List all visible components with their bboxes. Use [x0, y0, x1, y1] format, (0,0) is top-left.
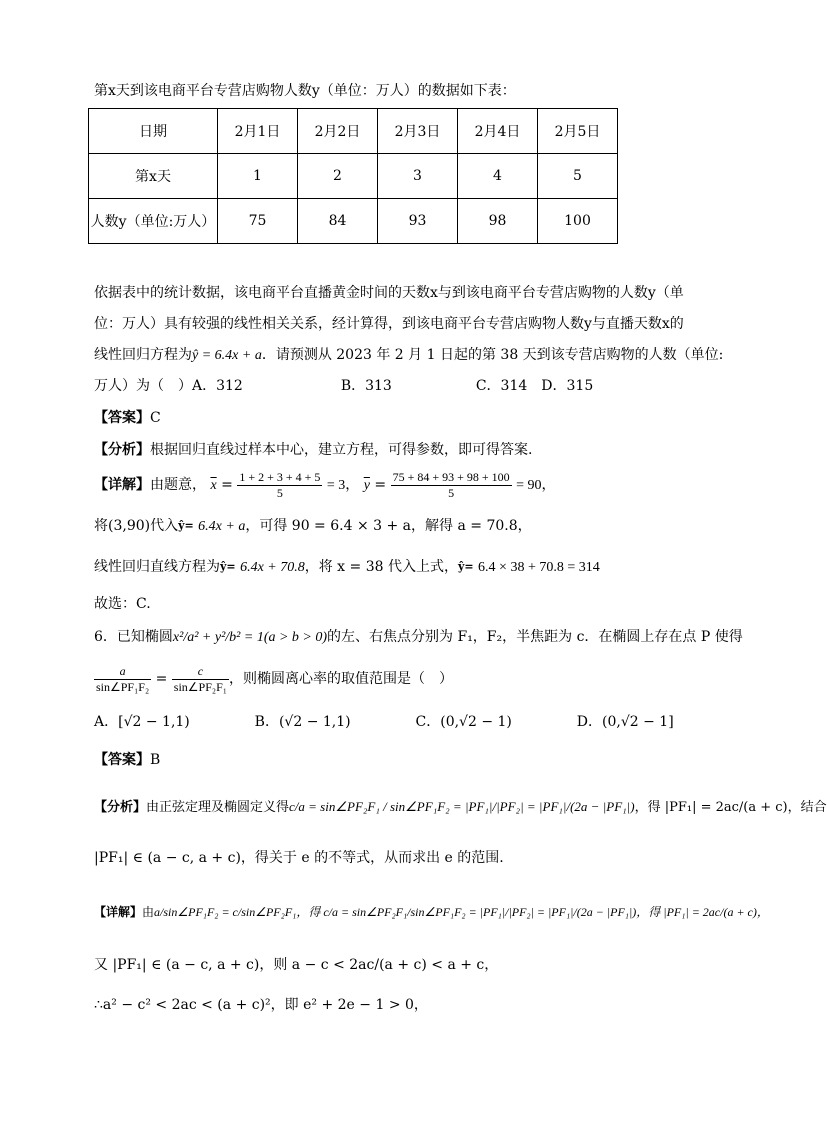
- q5-paragraph-line-3: 线性回归方程为ŷ = 6.4x + a．请预测从 2023 年 2 月 1 日起的第 38 天到该专营店购物的人数（单位:: [94, 347, 724, 363]
- q6-options-line: [94, 712, 674, 732]
- q6-detail-line-2: 又 |PF₁| ∈ (a − c, a + c)，则 a − c < 2ac/(a + c) < a + c，: [94, 957, 499, 973]
- q5-detail-line-1: 【详解】由题意， $\overline{x}$ = $\frac{1 + 2 + 3 + 4 + 5}{5}$ = 3， $\overline{y}$ = $\frac{75 + 84 + 93 + 98 + 100}{5}$ = 90，: [94, 469, 556, 500]
- data-table: [88, 108, 618, 244]
- intro-line: 第x天到该电商平台专营店购物人数y（单位：万人）的数据如下表：: [94, 83, 516, 99]
- q6-answer-line: [94, 750, 160, 770]
- q6-detail-line-3: ∴a² − c² < 2ac < (a + c)²，即 e² + 2e − 1 > 0，: [94, 997, 428, 1013]
- table-cell: 日期: [89, 109, 218, 154]
- table-cell: 4: [458, 154, 538, 199]
- table-cell: 第x天: [89, 154, 218, 199]
- q5-options-line: 万人）为（ ）A．312 B．313 C．314 D．315: [94, 378, 594, 394]
- table-cell: 100: [538, 199, 618, 244]
- table-cell: 98: [458, 199, 538, 244]
- y-hat-glyph-icon: ŷ=: [178, 519, 194, 532]
- q6-detail-line-1: 【详解】由a/sin∠PF₁F₂ = c/sin∠PF₂F₁，得 c/a = sin∠PF₂F₁/sin∠PF₁F₂ = |PF₁|/|PF₂| = |PF₁|/(2a − |PF₁|)，得 |PF₁| = 2ac/(a + c)，: [94, 905, 769, 919]
- table-cell: 5: [538, 154, 618, 199]
- detail-tag: 【详解】: [94, 477, 150, 493]
- table-cell: 84: [298, 199, 378, 244]
- table-header-row: [89, 109, 618, 154]
- q5-analysis-line: 【分析】根据回归直线过样本中心，建立方程，可得参数，即可得答案.: [94, 442, 533, 458]
- table-row: [89, 199, 618, 244]
- y-hat-glyph-icon: ŷ=: [220, 560, 236, 573]
- option-a: A．[√2 − 1,1): [94, 714, 190, 730]
- analysis-tag: 【分析】: [94, 800, 147, 815]
- table-cell: 2月2日: [298, 109, 378, 154]
- answer-value: C: [150, 410, 161, 426]
- table-cell: 75: [218, 199, 298, 244]
- table-cell: 2月1日: [218, 109, 298, 154]
- y-bar-fraction: $\frac{75 + 84 + 93 + 98 + 100}{5}$: [392, 469, 510, 500]
- q5-conclusion: 故选：C.: [94, 596, 151, 612]
- y-hat-glyph-icon: ŷ=: [457, 560, 474, 573]
- table-cell: 3: [378, 154, 458, 199]
- x-bar-fraction: $\frac{1 + 2 + 3 + 4 + 5}{5}$: [239, 469, 321, 500]
- q5-answer-line: [94, 408, 161, 428]
- regression-equation: ŷ = 6.4x + a: [192, 348, 262, 363]
- q5-detail-line-2: 将(3,90)代入ŷ= 6.4x + a，可得 90 = 6.4 × 3 + a，解得 a = 70.8，: [94, 518, 532, 534]
- answer-tag: 【答案】: [94, 410, 150, 426]
- q5-detail-line-3: 线性回归直线方程为ŷ= 6.4x + 70.8，将 x = 38 代入上式，ŷ= 6.4 × 38 + 70.8 = 314: [94, 559, 600, 575]
- table-cell: 2月4日: [458, 109, 538, 154]
- answer-value: B: [150, 752, 161, 768]
- x-bar-symbol: $\overline{x}$: [210, 478, 217, 493]
- option-d: D．(0,√2 − 1]: [576, 714, 674, 730]
- table-cell: 人数y（单位:万人）: [89, 199, 218, 244]
- table-cell: 2月3日: [378, 109, 458, 154]
- q6-analysis-line-2: |PF₁| ∈ (a − c, a + c)，得关于 e 的不等式，从而求出 e 的范围.: [94, 850, 504, 866]
- q6-condition-line: $\frac{a}{\text{sin∠PF₁F₂}}$ = $\frac{c}{\text{sin∠PF₂F₁}}$ ，则椭圆离心率的取值范围是（ ）: [96, 663, 453, 694]
- table-cell: 93: [378, 199, 458, 244]
- table-cell: 2月5日: [538, 109, 618, 154]
- q5-paragraph-line-1: 依据表中的统计数据，该电商平台直播黄金时间的天数x与到该电商平台专营店购物的人数y（单: [94, 285, 684, 301]
- table-cell: 1: [218, 154, 298, 199]
- q6-question-line-1: 6．已知椭圆x²/a² + y²/b² = 1(a > b > 0)的左、右焦点分别为 F₁，F₂，半焦距为 c．在椭圆上存在点 P 使得: [94, 629, 743, 645]
- condition-rhs-fraction: $\frac{c}{\text{sin∠PF₂F₁}}$: [173, 663, 227, 694]
- option-b: B．(√2 − 1,1): [254, 714, 351, 730]
- detail-tag: 【详解】: [94, 905, 143, 919]
- answer-tag: 【答案】: [94, 752, 150, 768]
- table-cell: 2: [298, 154, 378, 199]
- table-row: [89, 154, 618, 199]
- ellipse-equation: x²/a² + y²/b² = 1(a > b > 0): [172, 630, 328, 645]
- q6-analysis-line-1: 【分析】由正弦定理及椭圆定义得c/a = sin∠PF₂F₁ / sin∠PF₁F₂ = |PF₁|/|PF₂| = |PF₁|/(2a − |PF₁|)，得 |PF₁| = 2ac/(a + c)，结合: [94, 799, 827, 815]
- option-c: C．(0,√2 − 1): [415, 714, 512, 730]
- y-bar-symbol: $\overline{y}$: [363, 478, 370, 493]
- analysis-tag: 【分析】: [94, 442, 150, 458]
- condition-lhs-fraction: $\frac{a}{\text{sin∠PF₁F₂}}$: [96, 663, 150, 694]
- q5-paragraph-line-2: 位：万人）具有较强的线性相关关系，经计算得，到该电商平台专营店购物人数y与直播天数x的: [94, 316, 684, 332]
